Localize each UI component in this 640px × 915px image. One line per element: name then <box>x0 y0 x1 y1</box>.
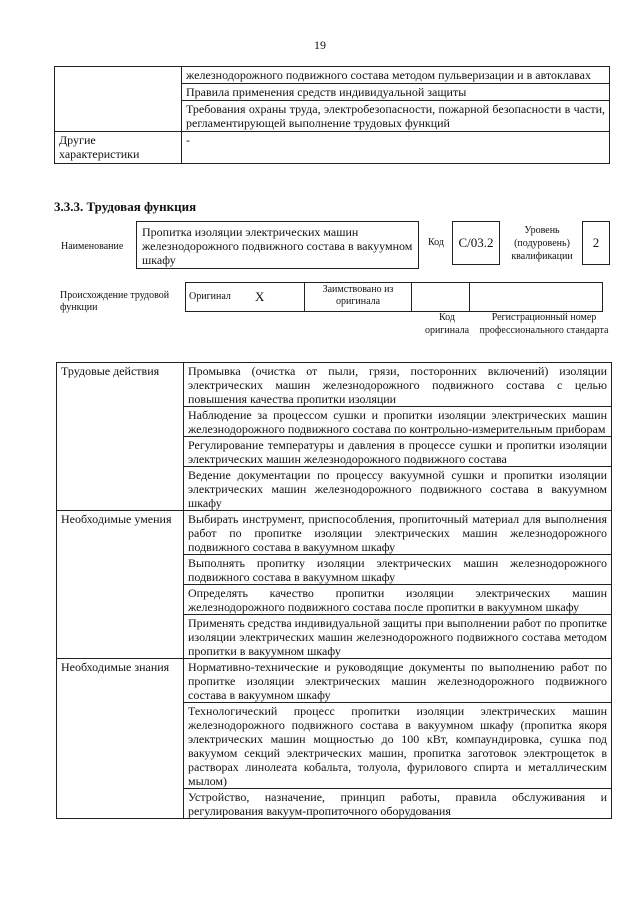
original-label: Оригинал <box>186 283 253 312</box>
table-cell: Нормативно-технические и руководящие документы по выполнению работ по пропитке изоляции электрических машин железнодорожного подвижного состава в вакуумном шкафу <box>184 659 612 703</box>
table-cell: Технологический процесс пропитки изоляции электрических машин железнодорожного подвижного состава в вакуумном шкафу (пропитка якоря электрических машин мощностью до 100 кВт, компаундировка, сушка под вакуумом секций электрических машин, пропитка заготовок электрощеток в растворах линолеата кобальта, толуола, фурилового спирта и металлическим мылом) <box>184 703 612 789</box>
name-label: Наименование <box>61 241 124 252</box>
function-code-box: С/03.2 <box>452 221 500 265</box>
code-label: Код <box>428 237 444 248</box>
code-original-cell <box>412 283 470 312</box>
table-cell: Требования охраны труда, электробезопасности, пожарной безопасности в части, регламентирующей выполнение трудовых функций <box>182 101 610 132</box>
section-label-skills: Необходимые умения <box>57 511 184 659</box>
section-label-actions: Трудовые действия <box>57 363 184 511</box>
table-cell: Промывка (очистка от пыли, грязи, посторонних включений) изоляции электрических машин железнодорожного подвижного состава с целью повышения качества пропитки изоляции <box>184 363 612 407</box>
origin-label: Происхождение трудовой функции <box>60 290 170 313</box>
table-row <box>57 363 612 407</box>
row-label <box>55 67 182 132</box>
table-cell: Регулирование температуры и давления в процессе сушки и пропитки изоляции электрических машин железнодорожного подвижного состава <box>184 437 612 467</box>
table-row <box>57 659 612 703</box>
origin-table <box>185 282 603 312</box>
table-cell: Наблюдение за процессом сушки и пропитки изоляции электрических машин железнодорожного подвижного состава по контрольно-измерительным приборам <box>184 407 612 437</box>
table-cell: Правила применения средств индивидуальной защиты <box>182 84 610 101</box>
row-label: Другие характеристики <box>55 132 182 164</box>
table-cell: Определять качество пропитки изоляции электрических машин железнодорожного подвижного состава после пропитки в вакуумном шкафу <box>184 585 612 615</box>
reg-number-label: Регистрационный номер профессионального стандарта <box>479 312 609 336</box>
section-label-knowledge: Необходимые знания <box>57 659 184 819</box>
level-label: Уровень (подуровень) квалификации <box>511 225 573 262</box>
table-cell: Ведение документации по процессу вакуумной сушки и пропитки изоляции электрических машин железнодорожного подвижного состава в вакуумном шкафу <box>184 467 612 511</box>
code-original-label: Код оригинала <box>424 312 470 336</box>
continuation-table <box>54 66 610 164</box>
level-value-box: 2 <box>582 221 610 265</box>
table-row <box>186 283 603 312</box>
table-row <box>57 511 612 555</box>
function-details-table <box>56 362 612 819</box>
borrowed-label: Заимствовано из оригинала <box>305 283 412 312</box>
section-heading: 3.3.3. Трудовая функция <box>54 199 197 214</box>
table-cell: Выбирать инструмент, приспособления, пропиточный материал для выполнения работ по пропитке изоляции электрических машин железнодорожного подвижного состава в вакуумном шкафу <box>184 511 612 555</box>
function-name-box: Пропитка изоляции электрических машин железнодорожного подвижного состава в вакуумном шкафу <box>136 221 419 269</box>
table-row <box>55 67 610 84</box>
table-cell: Устройство, назначение, принцип работы, правила обслуживания и регулирования вакуум-пропиточного оборудования <box>184 789 612 819</box>
table-cell: Применять средства индивидуальной защиты при выполнении работ по пропитке изоляции электрических машин железнодорожного подвижного состава методом пропитки в вакуумном шкафу <box>184 615 612 659</box>
table-cell: железнодорожного подвижного состава методом пульверизации и в автоклавах <box>182 67 610 84</box>
reg-number-cell <box>470 283 603 312</box>
table-cell: - <box>182 132 610 164</box>
page-number: 19 <box>314 38 326 52</box>
table-row <box>55 132 610 164</box>
table-cell: Выполнять пропитку изоляции электрических машин железнодорожного подвижного состава в вакуумном шкафу <box>184 555 612 585</box>
original-mark: X <box>252 283 305 312</box>
